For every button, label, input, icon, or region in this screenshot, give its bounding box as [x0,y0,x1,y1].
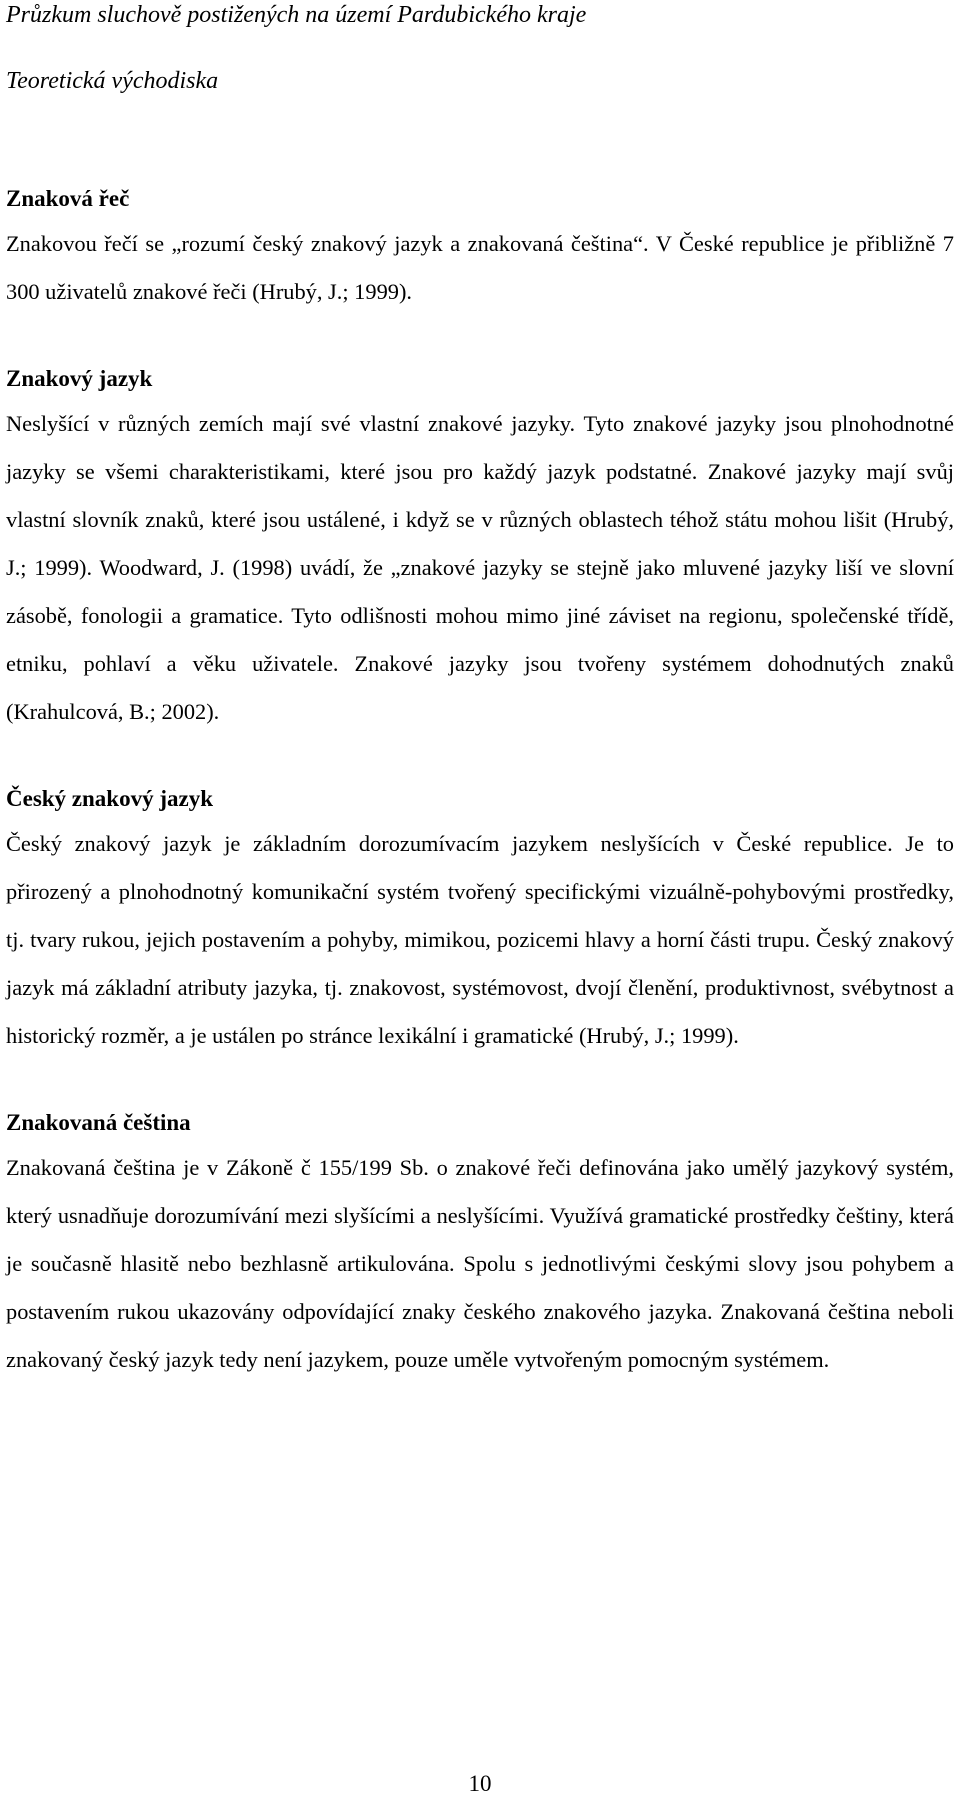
section-paragraph: Český znakový jazyk je základním dorozumívacím jazykem neslyšících v České republice. Je to přirozený a plnohodnotný komunikační systém tvořený specifickými vizuálně-pohybovými prostředky, tj. tvary rukou, jejich postavením a pohyby, mimikou, pozicemi hlavy a horní části trupu. Český znakový jazyk má základní atributy jazyka, tj. znakovost, systémovost, dvojí členění, produktivnost, svébytnost a historický rozměr, a je ustálen po stránce lexikální i gramatické (Hrubý, J.; 1999). [6,831,954,1048]
section-paragraph: Znakovou řečí se „rozumí český znakový jazyk a znakovaná čeština“. V České republice je přibližně 7 300 uživatelů znakové řeči (Hrubý, J.; 1999). [6,231,954,304]
section-heading: Český znakový jazyk [6,786,214,811]
section-znakovana-cestina [6,1108,954,1384]
running-header-subtitle: Teoretická východiska [6,68,219,94]
section-cesky-znakovy-jazyk [6,784,954,1060]
section-znakova-rec [6,184,954,316]
page-number: 10 [468,1771,492,1796]
section-heading: Znakový jazyk [6,366,153,391]
section-znakovy-jazyk [6,364,954,736]
section-paragraph: Znakovaná čeština je v Zákoně č 155/199 Sb. o znakové řeči definována jako umělý jazykový systém, který usnadňuje dorozumívání mezi slyšícími a neslyšícími. Využívá gramatické prostředky češtiny, která je současně hlasitě nebo bezhlasně artikulována. Spolu s jednotlivými českými slovy jsou pohybem a postavením rukou ukazovány odpovídající znaky českého znakového jazyka. Znakovaná čeština neboli znakovaný český jazyk tedy není jazykem, pouze uměle vytvořeným pomocným systémem. [6,1155,954,1372]
section-paragraph: Neslyšící v různých zemích mají své vlastní znakové jazyky. Tyto znakové jazyky jsou plnohodnotné jazyky se všemi charakteristikami, které jsou pro každý jazyk podstatné. Znakové jazyky mají svůj vlastní slovník znaků, které jsou ustálené, i když se v různých oblastech téhož státu mohou lišit (Hrubý, J.; 1999). Woodward, J. (1998) uvádí, že „znakové jazyky se stejně jako mluvené jazyky liší ve slovní zásobě, fonologii a gramatice. Tyto odlišnosti mohou mimo jiné záviset na regionu, společenské třídě, etniku, pohlaví a věku uživatele. Znakové jazyky jsou tvořeny systémem dohodnutých znaků (Krahulcová, B.; 2002). [6,411,954,724]
document-body [6,184,954,1384]
running-header-title: Průzkum sluchově postižených na území Pardubického kraje [6,2,587,28]
section-heading: Znakovaná čeština [6,1110,191,1135]
section-heading: Znaková řeč [6,186,130,211]
